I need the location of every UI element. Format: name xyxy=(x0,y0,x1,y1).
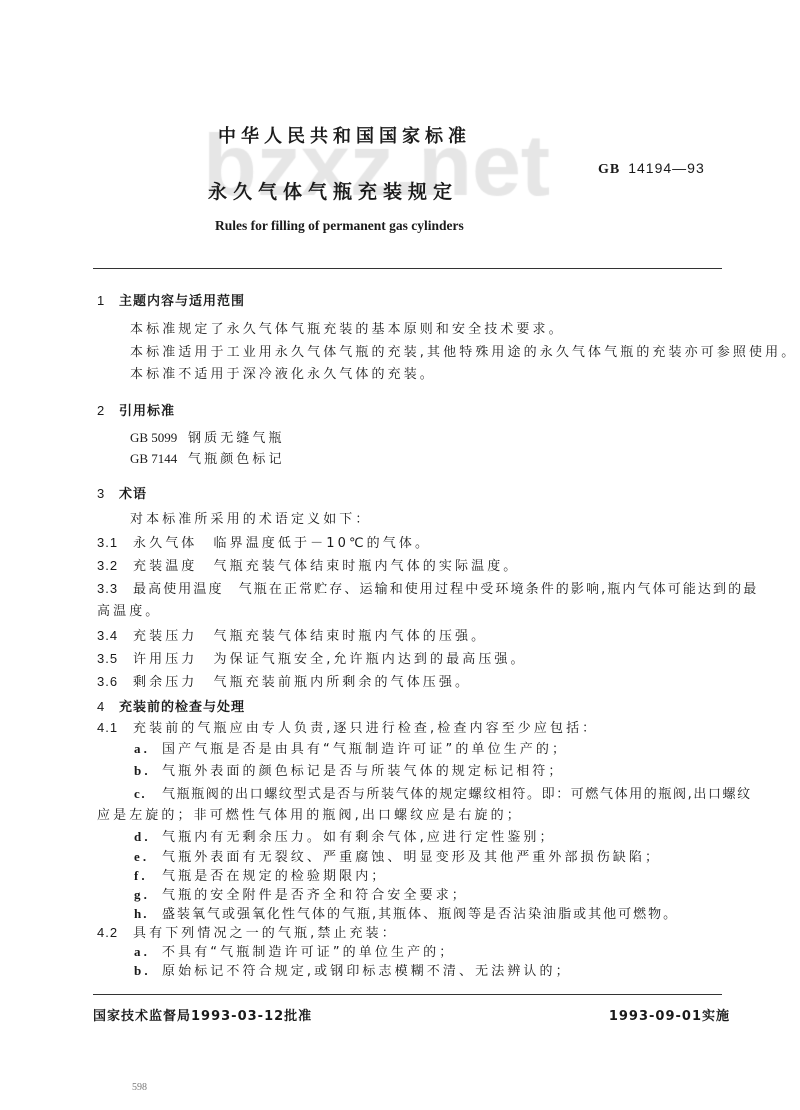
list-item xyxy=(134,849,661,866)
item-text: 不具有“气瓶制造许可证”的单位生产的； xyxy=(162,945,456,960)
term-text: 永久气体 临界温度低于－10℃的气体。 xyxy=(133,536,432,551)
effective-date: 1993-09-01实施 xyxy=(608,1009,730,1024)
section-number: 2 xyxy=(97,403,106,418)
list-item xyxy=(134,887,468,904)
approval-info: 国家技术监督局1993-03-12批准 xyxy=(93,1009,313,1024)
section-title: 术语 xyxy=(119,487,148,502)
item-text: 盛装氧气或强氧化性气体的气瓶,其瓶体、瓶阀等是否沾染油脂或其他可燃物。 xyxy=(162,907,679,922)
clause-4-1 xyxy=(97,720,598,737)
reference-item xyxy=(130,451,285,468)
term-item xyxy=(97,558,519,575)
clause-number: 3.2 xyxy=(97,558,119,573)
page-number: 598 xyxy=(132,1082,147,1093)
item-text: 气瓶内有无剩余压力。如有剩余气体,应进行定性鉴别； xyxy=(162,830,556,845)
item-text: 原始标记不符合规定,或钢印标志模糊不清、无法辨认的； xyxy=(162,964,572,979)
item-letter: h. xyxy=(134,906,149,921)
paragraph: 本标准适用于工业用永久气体气瓶的充装,其他特殊用途的永久气体气瓶的充装亦可参照使用。 xyxy=(130,345,798,360)
section-title: 主题内容与适用范围 xyxy=(119,294,246,309)
term-item xyxy=(97,535,431,552)
clause-number: 4.1 xyxy=(97,720,119,735)
item-letter: d. xyxy=(134,829,151,844)
item-letter: b. xyxy=(134,763,151,778)
paragraph: 本标准不适用于深冷液化永久气体的充装。 xyxy=(130,367,436,382)
list-item xyxy=(134,944,455,961)
section-1-heading xyxy=(97,290,245,309)
list-item xyxy=(134,906,678,923)
section-2-heading xyxy=(97,400,175,419)
item-letter: c. xyxy=(134,786,147,801)
section-title: 充装前的检查与处理 xyxy=(119,700,246,715)
term-text: 许用压力 为保证气瓶安全,允许瓶内达到的最高压强。 xyxy=(133,652,527,667)
term-text: 最高使用温度 气瓶在正常贮存、运输和使用过程中受环境条件的影响,瓶内气体可能达到的最 xyxy=(133,582,759,597)
reference-code: GB 7144 xyxy=(130,451,178,466)
term-item xyxy=(97,628,487,645)
clause-number: 3.1 xyxy=(97,535,119,550)
header-divider xyxy=(93,268,722,269)
item-letter: f. xyxy=(134,868,148,883)
term-text: 充装温度 气瓶充装气体结束时瓶内气体的实际温度。 xyxy=(133,559,520,574)
section-title: 引用标准 xyxy=(119,404,176,419)
list-item xyxy=(134,829,556,846)
list-item xyxy=(134,741,568,758)
item-text: 国产气瓶是否是由具有“气瓶制造许可证”的单位生产的； xyxy=(162,742,569,757)
term-text: 充装压力 气瓶充装气体结束时瓶内气体的压强。 xyxy=(133,629,488,644)
item-letter: a. xyxy=(134,741,150,756)
list-item xyxy=(134,868,387,885)
item-text: 气瓶瓶阀的出口螺纹型式是否与所装气体的规定螺纹相符。即：可燃气体用的瓶阀,出口螺纹 xyxy=(162,787,752,802)
section-4-heading xyxy=(97,696,245,715)
clause-4-2 xyxy=(97,925,398,942)
list-item xyxy=(134,963,572,980)
issuing-org: 中华人民共和国国家标准 xyxy=(218,126,471,147)
clause-number: 4.2 xyxy=(97,925,119,940)
clause-text: 充装前的气瓶应由专人负责,逐只进行检查,检查内容至少应包括： xyxy=(133,721,599,736)
term-item xyxy=(97,581,758,598)
list-item xyxy=(134,786,752,803)
item-text: 气瓶外表面有无裂纹、严重腐蚀、明显变形及其他严重外部损伤缺陷； xyxy=(162,850,662,865)
footer-divider xyxy=(93,994,722,995)
reference-item xyxy=(130,430,285,447)
standard-code xyxy=(598,160,705,178)
clause-number: 3.3 xyxy=(97,581,119,596)
code-number: 14194—93 xyxy=(628,160,705,176)
item-letter: a. xyxy=(134,944,150,959)
document-title: 永久气体气瓶充装规定 xyxy=(208,181,459,203)
item-letter: g. xyxy=(134,887,150,902)
paragraph: 本标准规定了永久气体气瓶充装的基本原则和安全技术要求。 xyxy=(130,322,565,337)
section-number: 4 xyxy=(97,699,106,714)
term-text: 剩余压力 气瓶充装前瓶内所剩余的气体压强。 xyxy=(133,675,472,690)
list-item xyxy=(134,763,565,780)
term-continuation: 高温度。 xyxy=(97,604,162,619)
item-text: 气瓶外表面的颜色标记是否与所装气体的规定标记相符； xyxy=(162,764,565,779)
item-text: 气瓶是否在规定的检验期限内； xyxy=(162,869,388,884)
code-prefix: GB xyxy=(598,162,621,177)
term-item xyxy=(97,674,471,691)
reference-name: 气瓶颜色标记 xyxy=(188,452,285,467)
reference-name: 钢质无缝气瓶 xyxy=(188,431,285,446)
clause-number: 3.5 xyxy=(97,651,119,666)
clause-number: 3.6 xyxy=(97,674,119,689)
english-title: Rules for filling of permanent gas cylinders xyxy=(215,218,464,233)
clause-text: 具有下列情况之一的气瓶,禁止充装： xyxy=(133,926,398,941)
clause-number: 3.4 xyxy=(97,628,119,643)
item-letter: e. xyxy=(134,849,150,864)
paragraph: 对本标准所采用的术语定义如下： xyxy=(130,512,372,527)
section-number: 1 xyxy=(97,293,106,308)
list-item-continuation: 应是左旋的；非可燃性气体用的瓶阀,出口螺纹应是右旋的； xyxy=(97,808,523,823)
reference-code: GB 5099 xyxy=(130,430,178,445)
item-text: 气瓶的安全附件是否齐全和符合安全要求； xyxy=(162,888,468,903)
section-number: 3 xyxy=(97,486,106,501)
item-letter: b. xyxy=(134,963,151,978)
section-3-heading xyxy=(97,483,147,502)
term-item xyxy=(97,651,527,668)
